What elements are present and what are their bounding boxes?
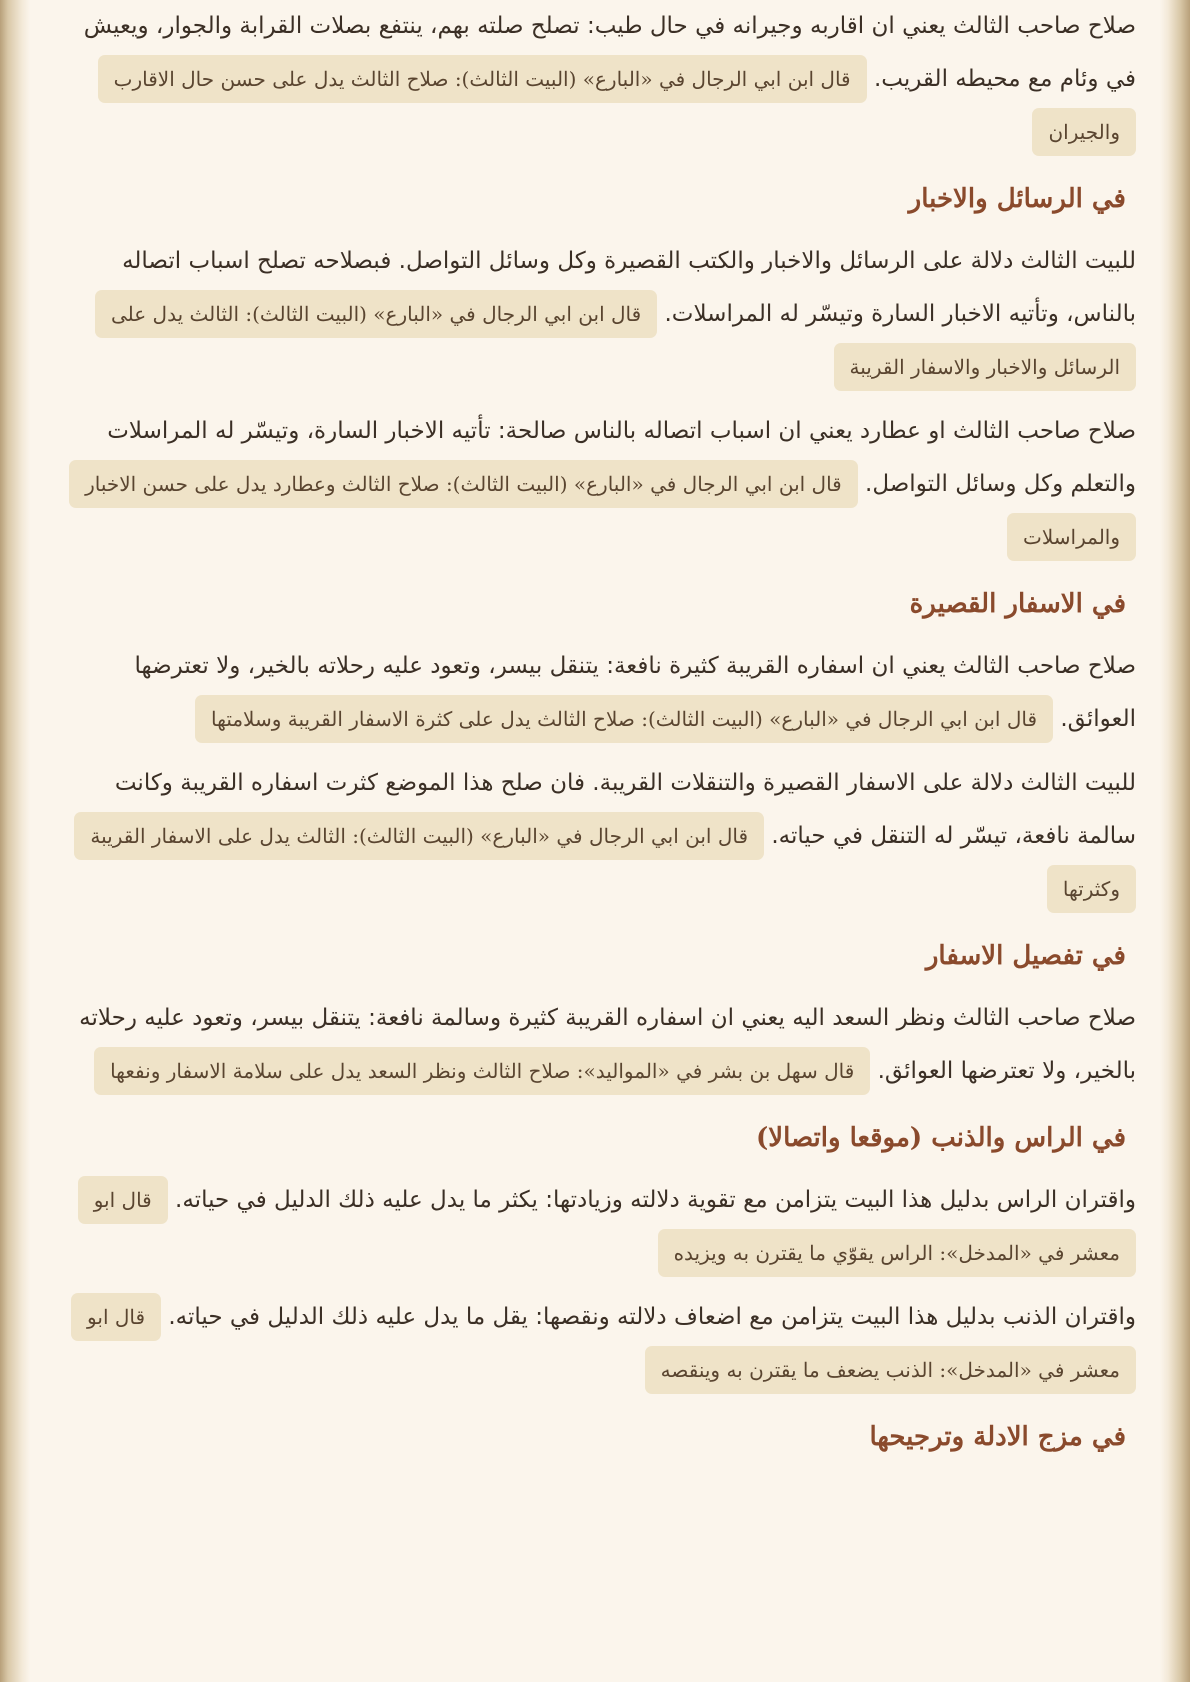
paragraph-text: صلاح صاحب الثالث او عطارد يعني ان اسباب اتصاله بالناس صالحة: تأتيه الاخبار السارة، وتيسّر له المراسلات والتعلم وكل وسائل التواصل. (107, 418, 1136, 497)
citation-quote: قال ابن ابي الرجال في «البارع» (البيت الثالث): الثالث يدل على الاسفار القريبة وكثرتها (74, 812, 1136, 913)
body-paragraph (68, 1174, 1136, 1280)
paragraph-text: صلاح صاحب الثالث يعني ان اسفاره القريبة كثيرة نافعة: يتنقل بيسر، وتعود عليه رحلاته بالخير، ولا تعترضها العوائق. (134, 653, 1136, 732)
paragraph-text: صلاح صاحب الثالث يعني ان اقاربه وجيرانه في حال طيب: تصلح صلته بهم، ينتفع بصلات القرابة والجوار، ويعيش في وئام مع محيطه القريب. (83, 13, 1136, 92)
body-paragraph (68, 757, 1136, 916)
citation-quote: قال ابو معشر في «المدخل»: الذنب يضعف ما يقترن به وينقصه (71, 1293, 1136, 1394)
body-paragraph (68, 405, 1136, 564)
body-paragraph (68, 640, 1136, 746)
paragraph-text: للبيت الثالث دلالة على الاسفار القصيرة والتنقلات القريبة. فان صلح هذا الموضع كثرت اسفاره القريبة وكانت سالمة نافعة، تيسّر له التنقل في حياته. (114, 770, 1136, 849)
paragraph-text: واقتران الذنب بدليل هذا البيت يتزامن مع اضعاف دلالته ونقصها: يقل ما يدل عليه ذلك الدليل في حياته. (168, 1304, 1136, 1330)
body-paragraph (68, 0, 1136, 159)
citation-quote: قال ابو معشر في «المدخل»: الراس يقوّي ما يقترن به ويزيده (78, 1176, 1136, 1277)
body-paragraph (68, 1291, 1136, 1397)
section-heading: في تفصيل الاسفار (925, 941, 1126, 971)
section-heading: في الرسائل والاخبار (908, 184, 1126, 214)
document-content (68, 0, 1136, 1473)
body-paragraph (68, 992, 1136, 1098)
body-paragraph (68, 235, 1136, 394)
citation-quote: قال ابن ابي الرجال في «البارع» (البيت الثالث): صلاح الثالث وعطارد يدل على حسن الاخبار والمراسلات (69, 460, 1136, 561)
section-heading: في الاسفار القصيرة (909, 589, 1126, 619)
paragraph-text: للبيت الثالث دلالة على الرسائل والاخبار والكتب القصيرة وكل وسائل التواصل. فبصلاحه تصلح اسباب اتصاله بالناس، وتأتيه الاخبار السارة وتيسّر له المراسلات. (122, 248, 1136, 327)
paragraph-text: صلاح صاحب الثالث ونظر السعد اليه يعني ان اسفاره القريبة كثيرة وسالمة نافعة: يتنقل بيسر، وتعود عليه رحلاته بالخير، ولا تعترضها العوائق. (79, 1005, 1136, 1084)
section-heading: في مزج الادلة وترجيحها (869, 1422, 1126, 1452)
section-heading: في الراس والذنب (موقعا واتصالا) (755, 1123, 1126, 1153)
citation-quote: قال ابن ابي الرجال في «البارع» (البيت الثالث): صلاح الثالث يدل على حسن حال الاقارب والجيران (98, 55, 1136, 156)
citation-quote: قال ابن ابي الرجال في «البارع» (البيت الثالث): صلاح الثالث يدل على كثرة الاسفار القريبة وسلامتها (195, 695, 1053, 743)
citation-quote: قال سهل بن بشر في «المواليد»: صلاح الثالث ونظر السعد يدل على سلامة الاسفار ونفعها (94, 1047, 870, 1095)
paragraph-text: واقتران الراس بدليل هذا البيت يتزامن مع تقوية دلالته وزيادتها: يكثر ما يدل عليه ذلك الدليل في حياته. (175, 1187, 1136, 1213)
citation-quote: قال ابن ابي الرجال في «البارع» (البيت الثالث): الثالث يدل على الرسائل والاخبار والاسفار القريبة (95, 290, 1136, 391)
